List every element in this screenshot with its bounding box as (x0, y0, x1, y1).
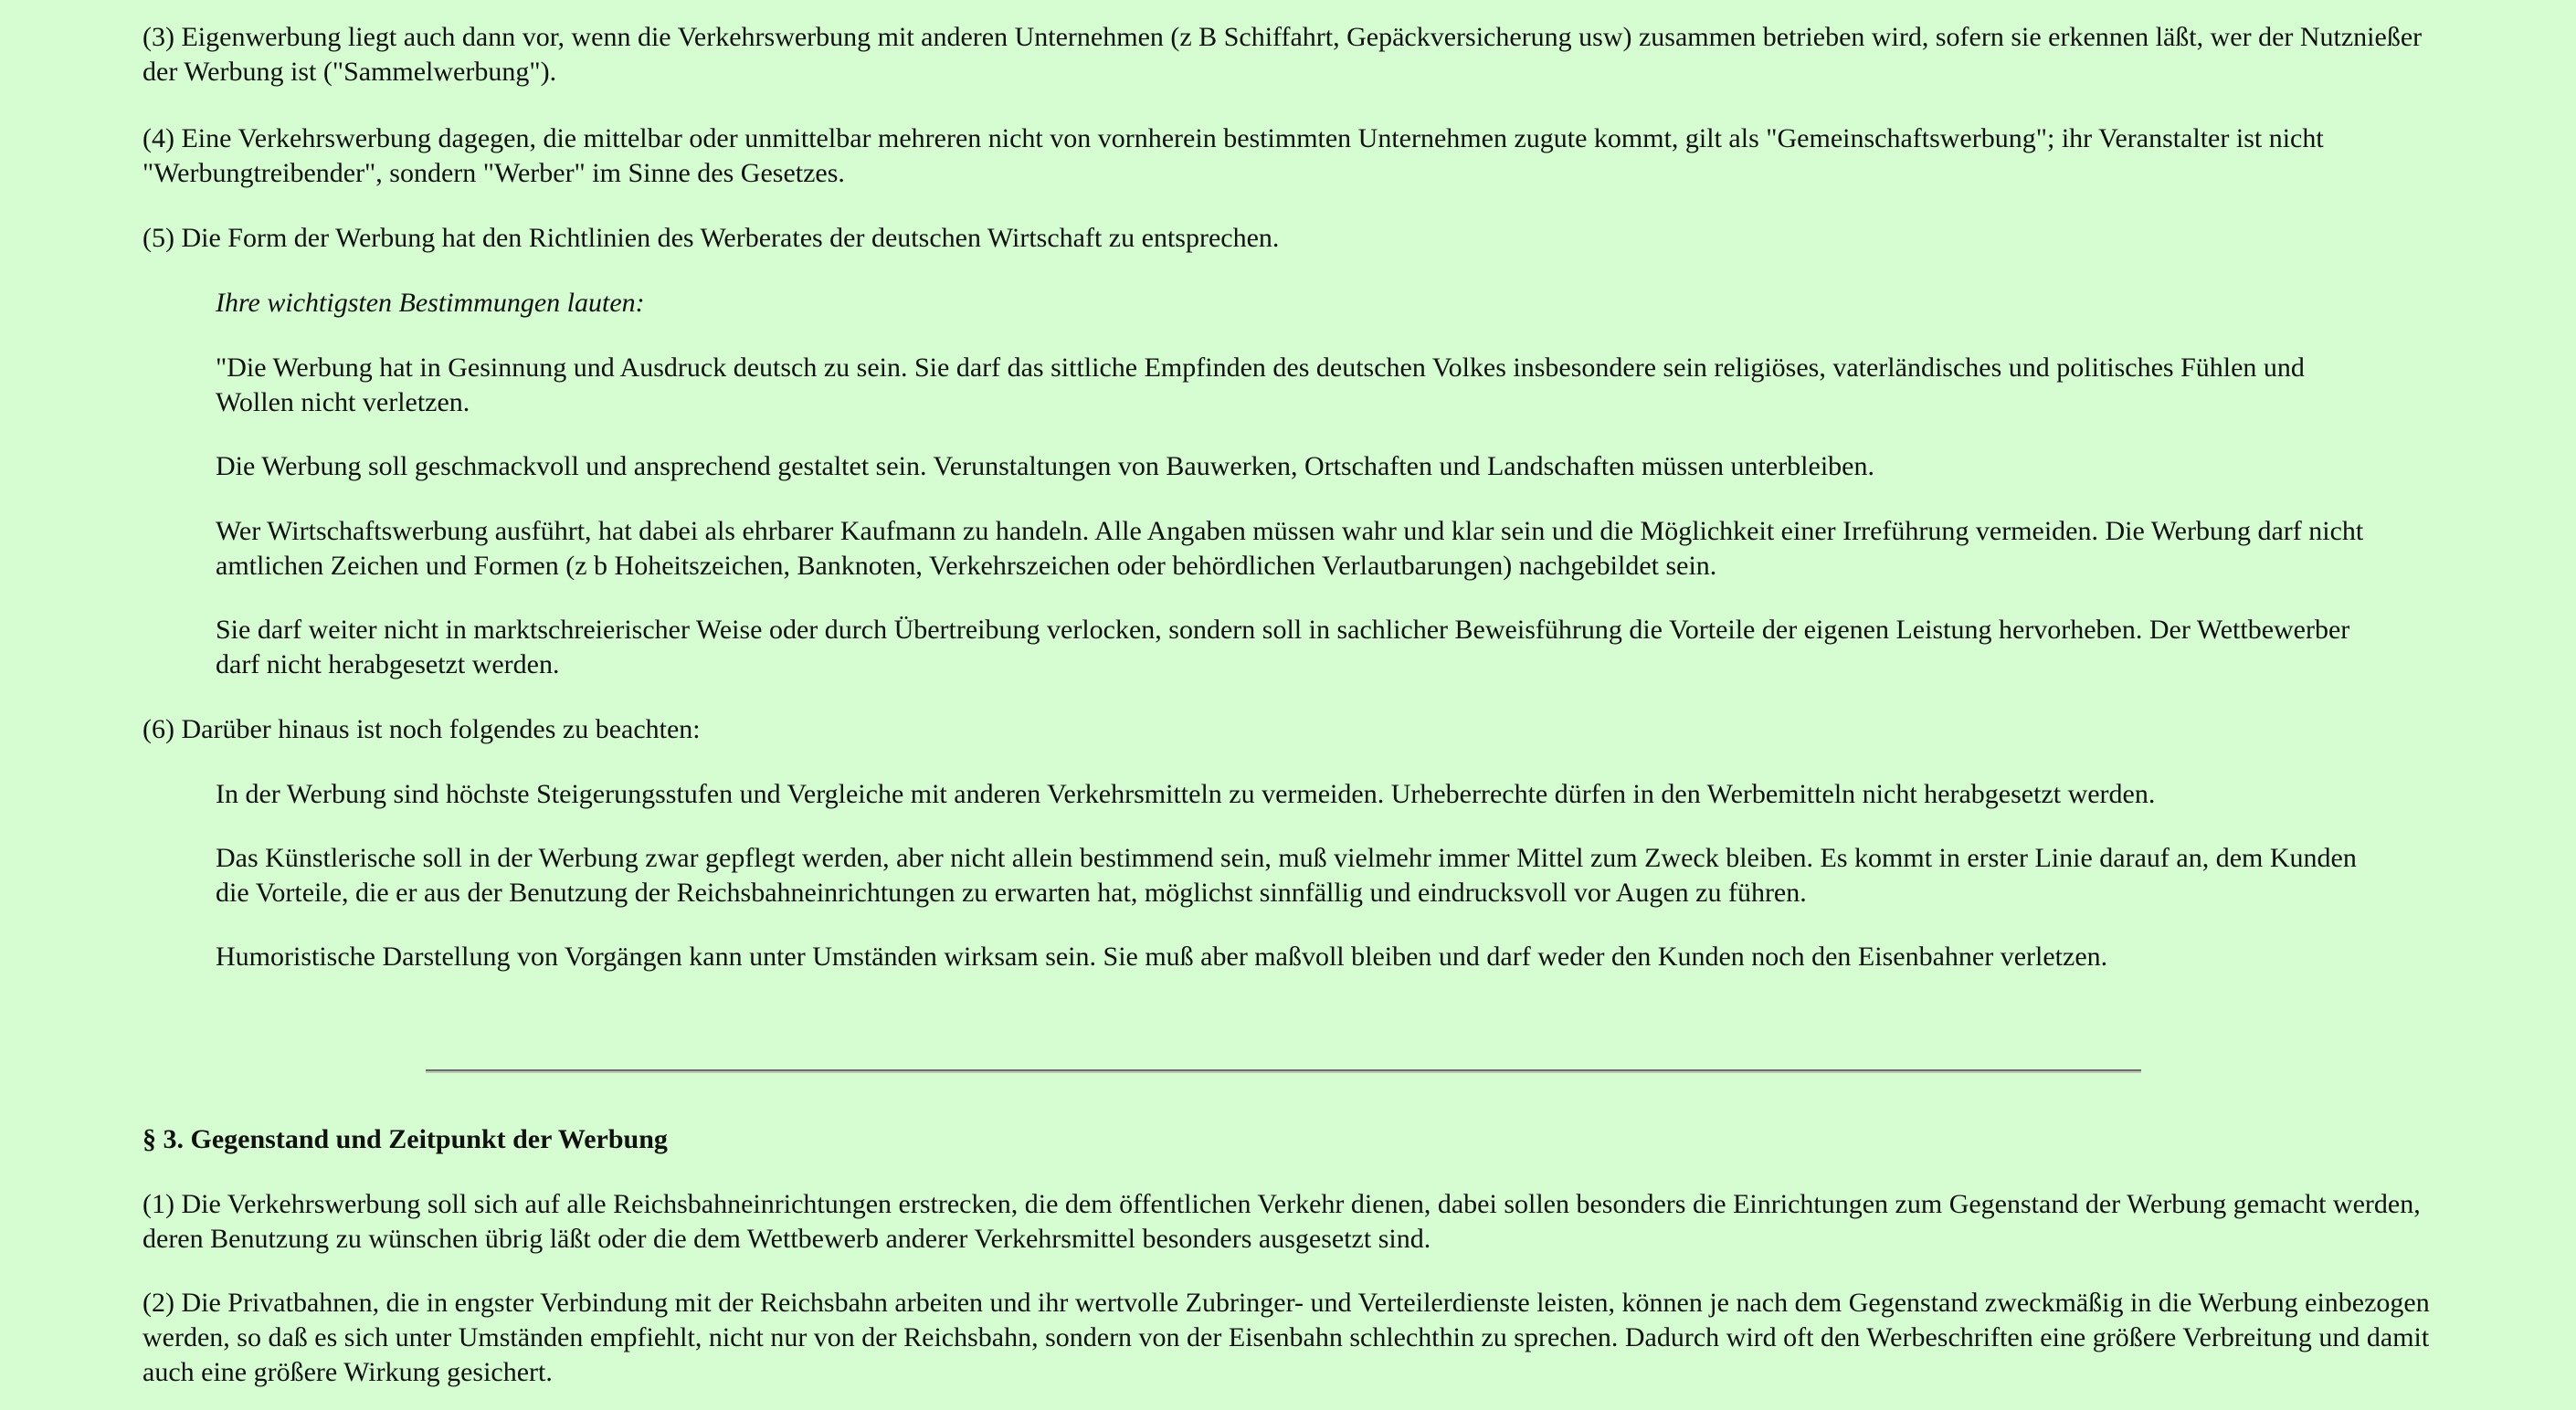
paragraph-2-5-rule: Sie darf weiter nicht in marktschreierischer Weise oder durch Übertreibung verlocken, sondern soll in sachlicher Beweisführung die Vorteile der eigenen Leistung hervorheben. Der Wettbewerber darf nicht herabgesetzt werden. (216, 615, 2350, 679)
paragraph-2-5-rule: Die Werbung soll geschmackvoll und ansprechend gestaltet sein. Verunstaltungen von Bauwerken, Ortschaften und Landschaften müssen unterbleiben. (216, 451, 1874, 481)
paragraph-2-4: (4) Eine Verkehrswerbung dagegen, die mittelbar oder unmittelbar mehreren nicht von vornherein bestimmten Unternehmen zugute kommt, gilt als "Gemeinschaftswerbung"; ihr Veranstalter ist nicht "Werbungtreibender", sondern "Werber" im Sinne des Gesetzes. (143, 123, 2324, 188)
paragraph-2-5-rule: "Die Werbung hat in Gesinnung und Ausdruck deutsch zu sein. Sie darf das sittliche Empfinden des deutschen Volkes insbesondere sein religiöses, vaterländisches und politisches Fühlen und Wollen nicht verletzen. (216, 352, 2305, 417)
paragraph-2-3: (3) Eigenwerbung liegt auch dann vor, wenn die Verkehrswerbung mit anderen Unternehmen (z B Schiffahrt, Gepäckversicherung usw) zusammen betrieben wird, sofern sie erkennen läßt, wer der Nutznießer der Werbung ist ("Sammelwerbung"). (143, 22, 2423, 87)
paragraph-2-5-rule: Wer Wirtschaftswerbung ausführt, hat dabei als ehrbarer Kaufmann zu handeln. Alle Angaben müssen wahr und klar sein und die Möglichkeit einer Irreführung vermeiden. Die Werbung darf nicht amtlichen Zeichen und Formen (z b Hoheitszeichen, Banknoten, Verkehrszeichen oder behördlichen Verlautbarungen) nachgebildet sein. (216, 516, 2364, 581)
paragraph-3-2: (2) Die Privatbahnen, die in engster Verbindung mit der Reichsbahn arbeiten und ihr wertvolle Zubringer- und Verteilerdienste leisten, können je nach dem Gegenstand zweckmäßig in die Werbung einbezogen werden, so daß es sich unter Umständen empfiehlt, nicht nur von der Reichsbahn, sondern von der Eisenbahn schlechthin zu sprechen. Dadurch wird oft den Werbeschriften eine größere Verbreitung und damit auch eine größere Wirkung gesichert. (143, 1288, 2430, 1387)
paragraph-2-5-intro: Ihre wichtigsten Bestimmungen lauten: (216, 288, 645, 318)
section-3-heading: § 3. Gegenstand und Zeitpunkt der Werbung (143, 1124, 668, 1154)
paragraph-2-6-item: In der Werbung sind höchste Steigerungsstufen und Vergleiche mit anderen Verkehrsmitteln zu vermeiden. Urheberrechte dürfen in den Werbemitteln nicht herabgesetzt werden. (216, 779, 2156, 809)
paragraph-3-1: (1) Die Verkehrswerbung soll sich auf alle Reichsbahneinrichtungen erstrecken, die dem öffentlichen Verkehr dienen, dabei sollen besonders die Einrichtungen zum Gegenstand der Werbung gemacht werden, deren Benutzung zu wünschen übrig läßt oder die dem Wettbewerb anderer Verkehrsmittel besonders ausgesetzt sind. (143, 1189, 2421, 1254)
paragraph-2-6-item: Das Künstlerische soll in der Werbung zwar gepflegt werden, aber nicht allein bestimmend sein, muß vielmehr immer Mittel zum Zweck bleiben. Es kommt in erster Linie darauf an, dem Kunden die Vorteile, die er aus der Benutzung der Reichsbahneinrichtungen zu erwarten hat, möglichst sinnfällig und eindrucksvoll vor Augen zu führen. (216, 843, 2357, 908)
horizontal-rule (426, 1069, 2141, 1073)
paragraph-2-6-item: Humoristische Darstellung von Vorgängen kann unter Umständen wirksam sein. Sie muß aber maßvoll bleiben und darf weder den Kunden noch den Eisenbahner verletzen. (216, 942, 2108, 972)
paragraph-2-5: (5) Die Form der Werbung hat den Richtlinien des Werberates der deutschen Wirtschaft zu entsprechen. (143, 223, 1280, 253)
paragraph-2-6: (6) Darüber hinaus ist noch folgendes zu beachten: (143, 714, 701, 744)
